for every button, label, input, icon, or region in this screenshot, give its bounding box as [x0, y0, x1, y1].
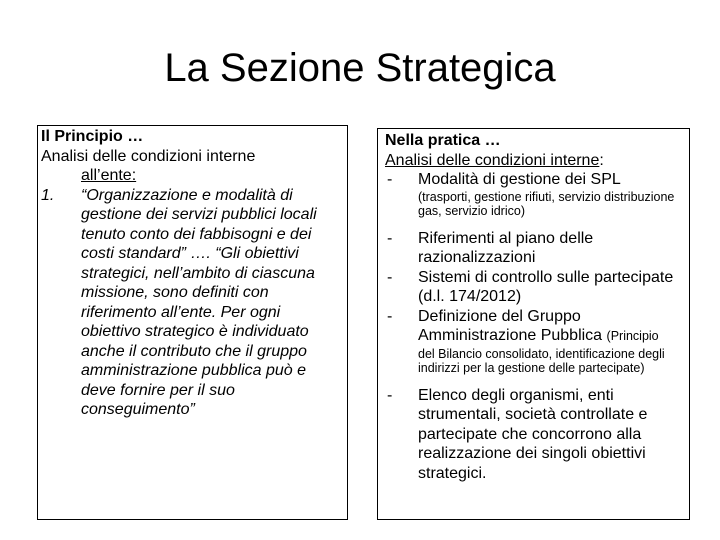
practice-item-inline-note: (Principio: [606, 329, 659, 343]
principle-heading: Il Principio …: [41, 128, 144, 145]
practice-item-organismi: [385, 386, 683, 484]
principle-subheading-line1: Analisi delle condizioni interne: [41, 147, 256, 165]
practice-item-text: Sistemi di controllo sulle partecipate (d.l. 174/2012): [418, 268, 674, 305]
principle-subheading-underlined: all’ente:: [81, 167, 137, 184]
bullet-dash: -: [387, 386, 393, 404]
practice-item-text: Definizione del Gruppo Amministrazione Pubblica: [418, 307, 603, 344]
principle-subheading: [41, 147, 339, 167]
practice-item-note: (trasporti, gestione rifiuti, servizio distribuzione gas, servizio idrico): [418, 189, 675, 218]
practice-item-note: del Bilancio consolidato, identificazione degli indirizzi per la gestione delle partecipate): [418, 346, 665, 375]
practice-item-text: Elenco degli organismi, enti strumentali, società controllate e partecipate che concorrono alla realizzazione dei singoli obiettivi strategici.: [418, 386, 648, 482]
practice-subheading: [385, 151, 683, 171]
slide-title: La Sezione Strategica: [164, 46, 556, 90]
practice-item-spl: [385, 170, 683, 190]
practice-subheading-underlined: Analisi delle condizioni interne: [385, 151, 600, 169]
bullet-dash: -: [387, 307, 393, 325]
bullet-dash: -: [387, 171, 393, 188]
practice-item-controllo: [385, 268, 683, 307]
practice-item-text: Modalità di gestione dei SPL: [418, 171, 621, 188]
practice-subheading-colon: :: [599, 151, 604, 169]
principle-item-text: “Organizzazione e modalità di gestione dei servizi pubblici locali tenuto conto dei fabbisogni e dei costi standard” …. “Gli obiettivi strategici, nell’ambito di ciascuna missione, sono definiti con riferimento all’ente. Per ogni obiettivo strategico è individuato anche il contributo che il gruppo amministrazione pubblica può e deve fornire per il suo conseguimento”: [81, 186, 317, 418]
principle-item-number: 1.: [41, 186, 55, 204]
principle-box: [37, 125, 348, 520]
practice-item-text: Riferimenti al piano delle razionalizzazioni: [418, 229, 594, 266]
practice-item-razionalizzazioni: [385, 229, 683, 268]
practice-heading: Nella pratica …: [385, 132, 501, 149]
principle-subheading-line2: [41, 166, 339, 186]
bullet-dash: -: [387, 268, 393, 286]
practice-box: [377, 128, 690, 520]
practice-item-gap: [385, 307, 683, 347]
principle-item: [41, 186, 339, 420]
bullet-dash: -: [387, 229, 393, 247]
